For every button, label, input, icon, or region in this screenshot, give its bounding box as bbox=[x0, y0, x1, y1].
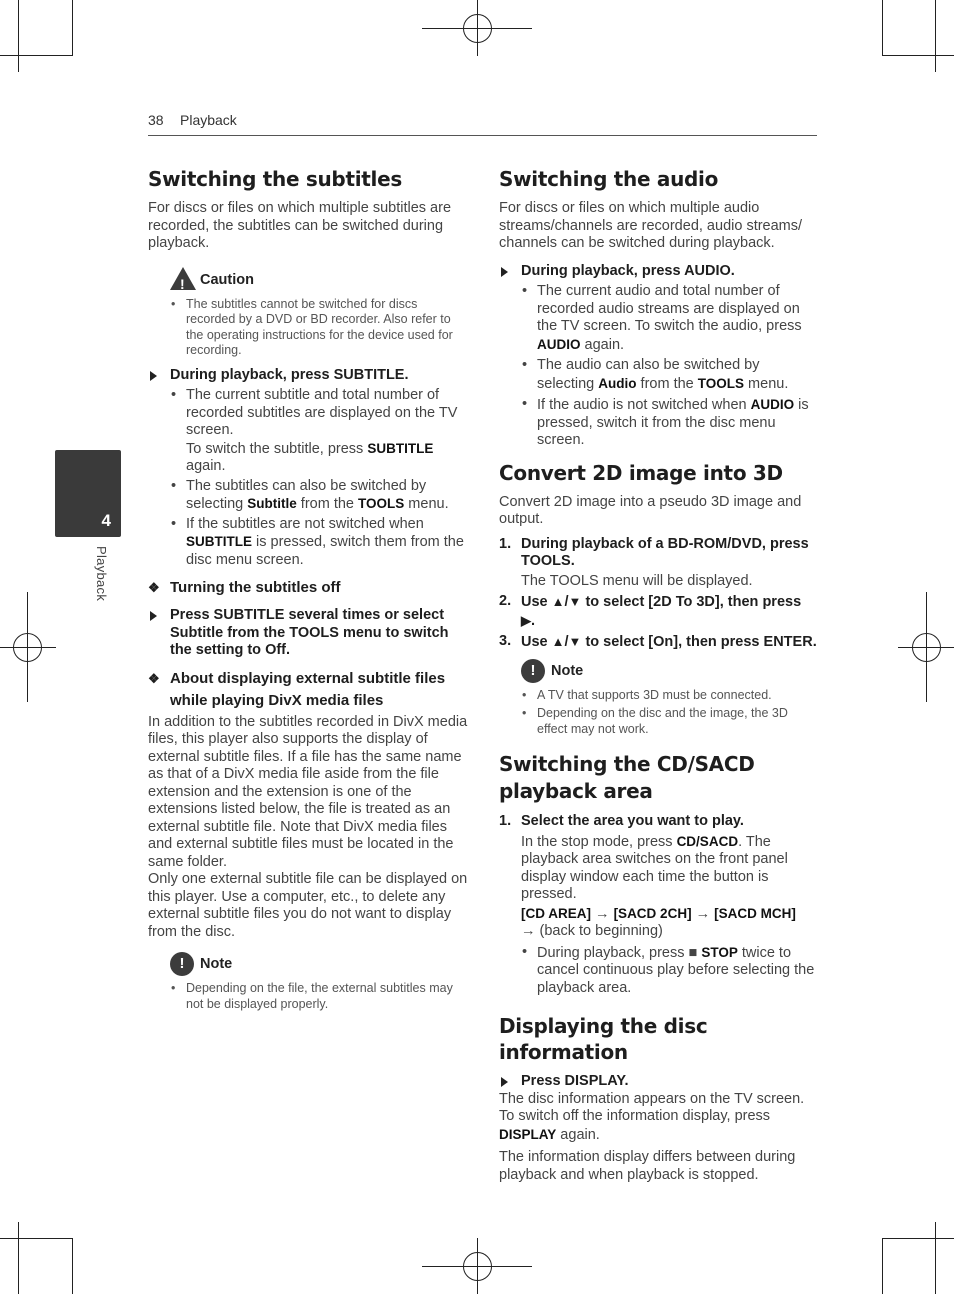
arrow-right-icon: → bbox=[695, 905, 711, 922]
chapter-number: 4 bbox=[101, 511, 111, 530]
down-arrow-icon: ▼ bbox=[568, 634, 582, 649]
list-item: • During playback, press ■ STOP twice to cancel continuous play before selecting the playback area. bbox=[537, 944, 819, 998]
external-para-2: Only one external subtitle file can be displayed on this player. Use a computer, etc., to delete any external subtitle files you do not want to display from the disc. bbox=[148, 871, 468, 940]
page-header bbox=[148, 112, 817, 136]
arrow-icon bbox=[150, 611, 157, 621]
diamond-icon: ❖ bbox=[148, 580, 160, 595]
list-item: • Depending on the disc and the image, the 3D effect may not work. bbox=[537, 706, 819, 737]
audio-title: Switching the audio bbox=[499, 167, 719, 191]
chapter-tab bbox=[55, 450, 121, 537]
convert-step-1: 1. During playback of a BD-ROM/DVD, press TOOLS. bbox=[499, 535, 809, 569]
subtitles-bullets bbox=[148, 387, 468, 569]
turn-off-step: Press SUBTITLE several times or select Subtitle from the TOOLS menu to switch the setting to Off. bbox=[148, 607, 468, 660]
cdsacd-step-1: 1. Select the area you want to play. bbox=[499, 813, 744, 829]
note-list bbox=[148, 981, 468, 1012]
up-arrow-icon: ▲ bbox=[551, 634, 565, 649]
convert-step-1-note: The TOOLS menu will be displayed. bbox=[521, 572, 753, 589]
convert-note-heading: ! Note bbox=[499, 658, 819, 684]
disc-info-para-1: The disc information appears on the TV screen. To switch off the information display, press DISPLAY again. bbox=[499, 1090, 805, 1143]
chapter-label: Playback bbox=[94, 546, 109, 602]
down-arrow-icon: ▼ bbox=[568, 594, 582, 609]
list-item: • The subtitles can also be switched by selecting Subtitle from the TOOLS menu. bbox=[186, 478, 468, 514]
convert-intro: Convert 2D image into a pseudo 3D image and output. bbox=[499, 493, 802, 527]
arrow-icon bbox=[501, 267, 508, 277]
caution-heading: ! Caution bbox=[148, 267, 468, 293]
section-name: Playback bbox=[180, 112, 237, 128]
disc-info-title: Displaying the disc information bbox=[499, 1014, 708, 1064]
audio-intro: For discs or files on which multiple audio streams/channels are recorded, audio streams/ channels can be switched during playback. bbox=[499, 200, 803, 251]
convert-step-2: 2. Use ▲/▼ to select [2D To 3D], then press ▶. bbox=[499, 593, 802, 629]
list-item: • The subtitles cannot be switched for discs recorded by a DVD or BD recorder. Also refer to the operating instructions for the device used for recording. bbox=[186, 297, 468, 359]
list-item: • The current audio and total number of recorded audio streams are displayed on the TV screen. To switch the audio, press AUDIO again. bbox=[537, 283, 819, 354]
up-arrow-icon: ▲ bbox=[551, 594, 565, 609]
list-item: • If the audio is not switched when AUDIO is pressed, switch it from the disc menu screen. bbox=[537, 396, 819, 450]
audio-bullets bbox=[499, 283, 819, 450]
subtitles-title: Switching the subtitles bbox=[148, 167, 402, 191]
convert-note-list bbox=[499, 688, 819, 738]
right-column bbox=[499, 166, 819, 1184]
caution-list bbox=[148, 297, 468, 359]
note-heading: ! Note bbox=[148, 951, 468, 977]
convert-step-3: 3. Use ▲/▼ to select [On], then press ENTER. bbox=[499, 633, 817, 650]
subtitles-intro: For discs or files on which multiple subtitles are recorded, the subtitles can be switched during playback. bbox=[148, 200, 452, 251]
list-item: • The audio can also be switched by selecting Audio from the TOOLS menu. bbox=[537, 357, 819, 393]
exclamation-icon: ! bbox=[521, 659, 545, 683]
cdsacd-sequence: [CD AREA] → [SACD 2CH] → [SACD MCH] → (back to beginning) bbox=[521, 905, 796, 939]
list-item: • A TV that supports 3D must be connected. bbox=[537, 688, 819, 704]
page-number: 38 bbox=[148, 112, 164, 128]
disc-info-step: Press DISPLAY. bbox=[499, 1073, 819, 1091]
cdsacd-bullets bbox=[499, 944, 819, 998]
cdsacd-title: Switching the CD/SACD playback area bbox=[499, 752, 755, 803]
external-para-1: In addition to the subtitles recorded in DivX media files, this player also supports the display of external subtitle files. If a file has the same name as that of a DivX media file aside from the file extension and the extension is one of the extensions listed below, the file is treated as an external subtitle file. Note that DivX media files and external subtitle files must be located in the same folder. bbox=[148, 713, 468, 870]
diamond-icon: ❖ bbox=[148, 670, 160, 686]
list-item: • The current subtitle and total number of recorded subtitles are displayed on the TV screen. To switch the subtitle, press SUBTITLE again. bbox=[186, 387, 468, 476]
disc-info-para-2: The information display differs between during playback and when playback is stopped. bbox=[499, 1149, 796, 1183]
turn-off-heading: ❖ Turning the subtitles off bbox=[148, 577, 468, 599]
exclamation-icon: ! bbox=[170, 952, 194, 976]
arrow-right-icon: → bbox=[595, 905, 610, 922]
arrow-right-icon: → bbox=[521, 923, 536, 939]
arrow-icon bbox=[501, 1077, 508, 1087]
caution-icon: ! bbox=[170, 267, 196, 290]
list-item: • Depending on the file, the external subtitles may not be displayed properly. bbox=[186, 981, 468, 1012]
audio-step: During playback, press AUDIO. bbox=[499, 263, 819, 281]
list-item: • If the subtitles are not switched when SUBTITLE is pressed, switch them from the disc menu screen. bbox=[186, 516, 468, 570]
left-column bbox=[148, 166, 468, 1012]
arrow-icon bbox=[150, 371, 157, 381]
right-arrow-icon: ▶ bbox=[521, 612, 531, 628]
cdsacd-body: In the stop mode, press CD/SACD. The playback area switches on the front panel display window each time the button is pressed. bbox=[521, 833, 788, 902]
convert-title: Convert 2D image into 3D bbox=[499, 460, 783, 485]
stop-icon: ■ bbox=[688, 944, 698, 961]
external-heading: ❖ About displaying external subtitle files while playing DivX media files bbox=[148, 669, 446, 709]
subtitles-step: During playback, press SUBTITLE. bbox=[148, 367, 468, 385]
